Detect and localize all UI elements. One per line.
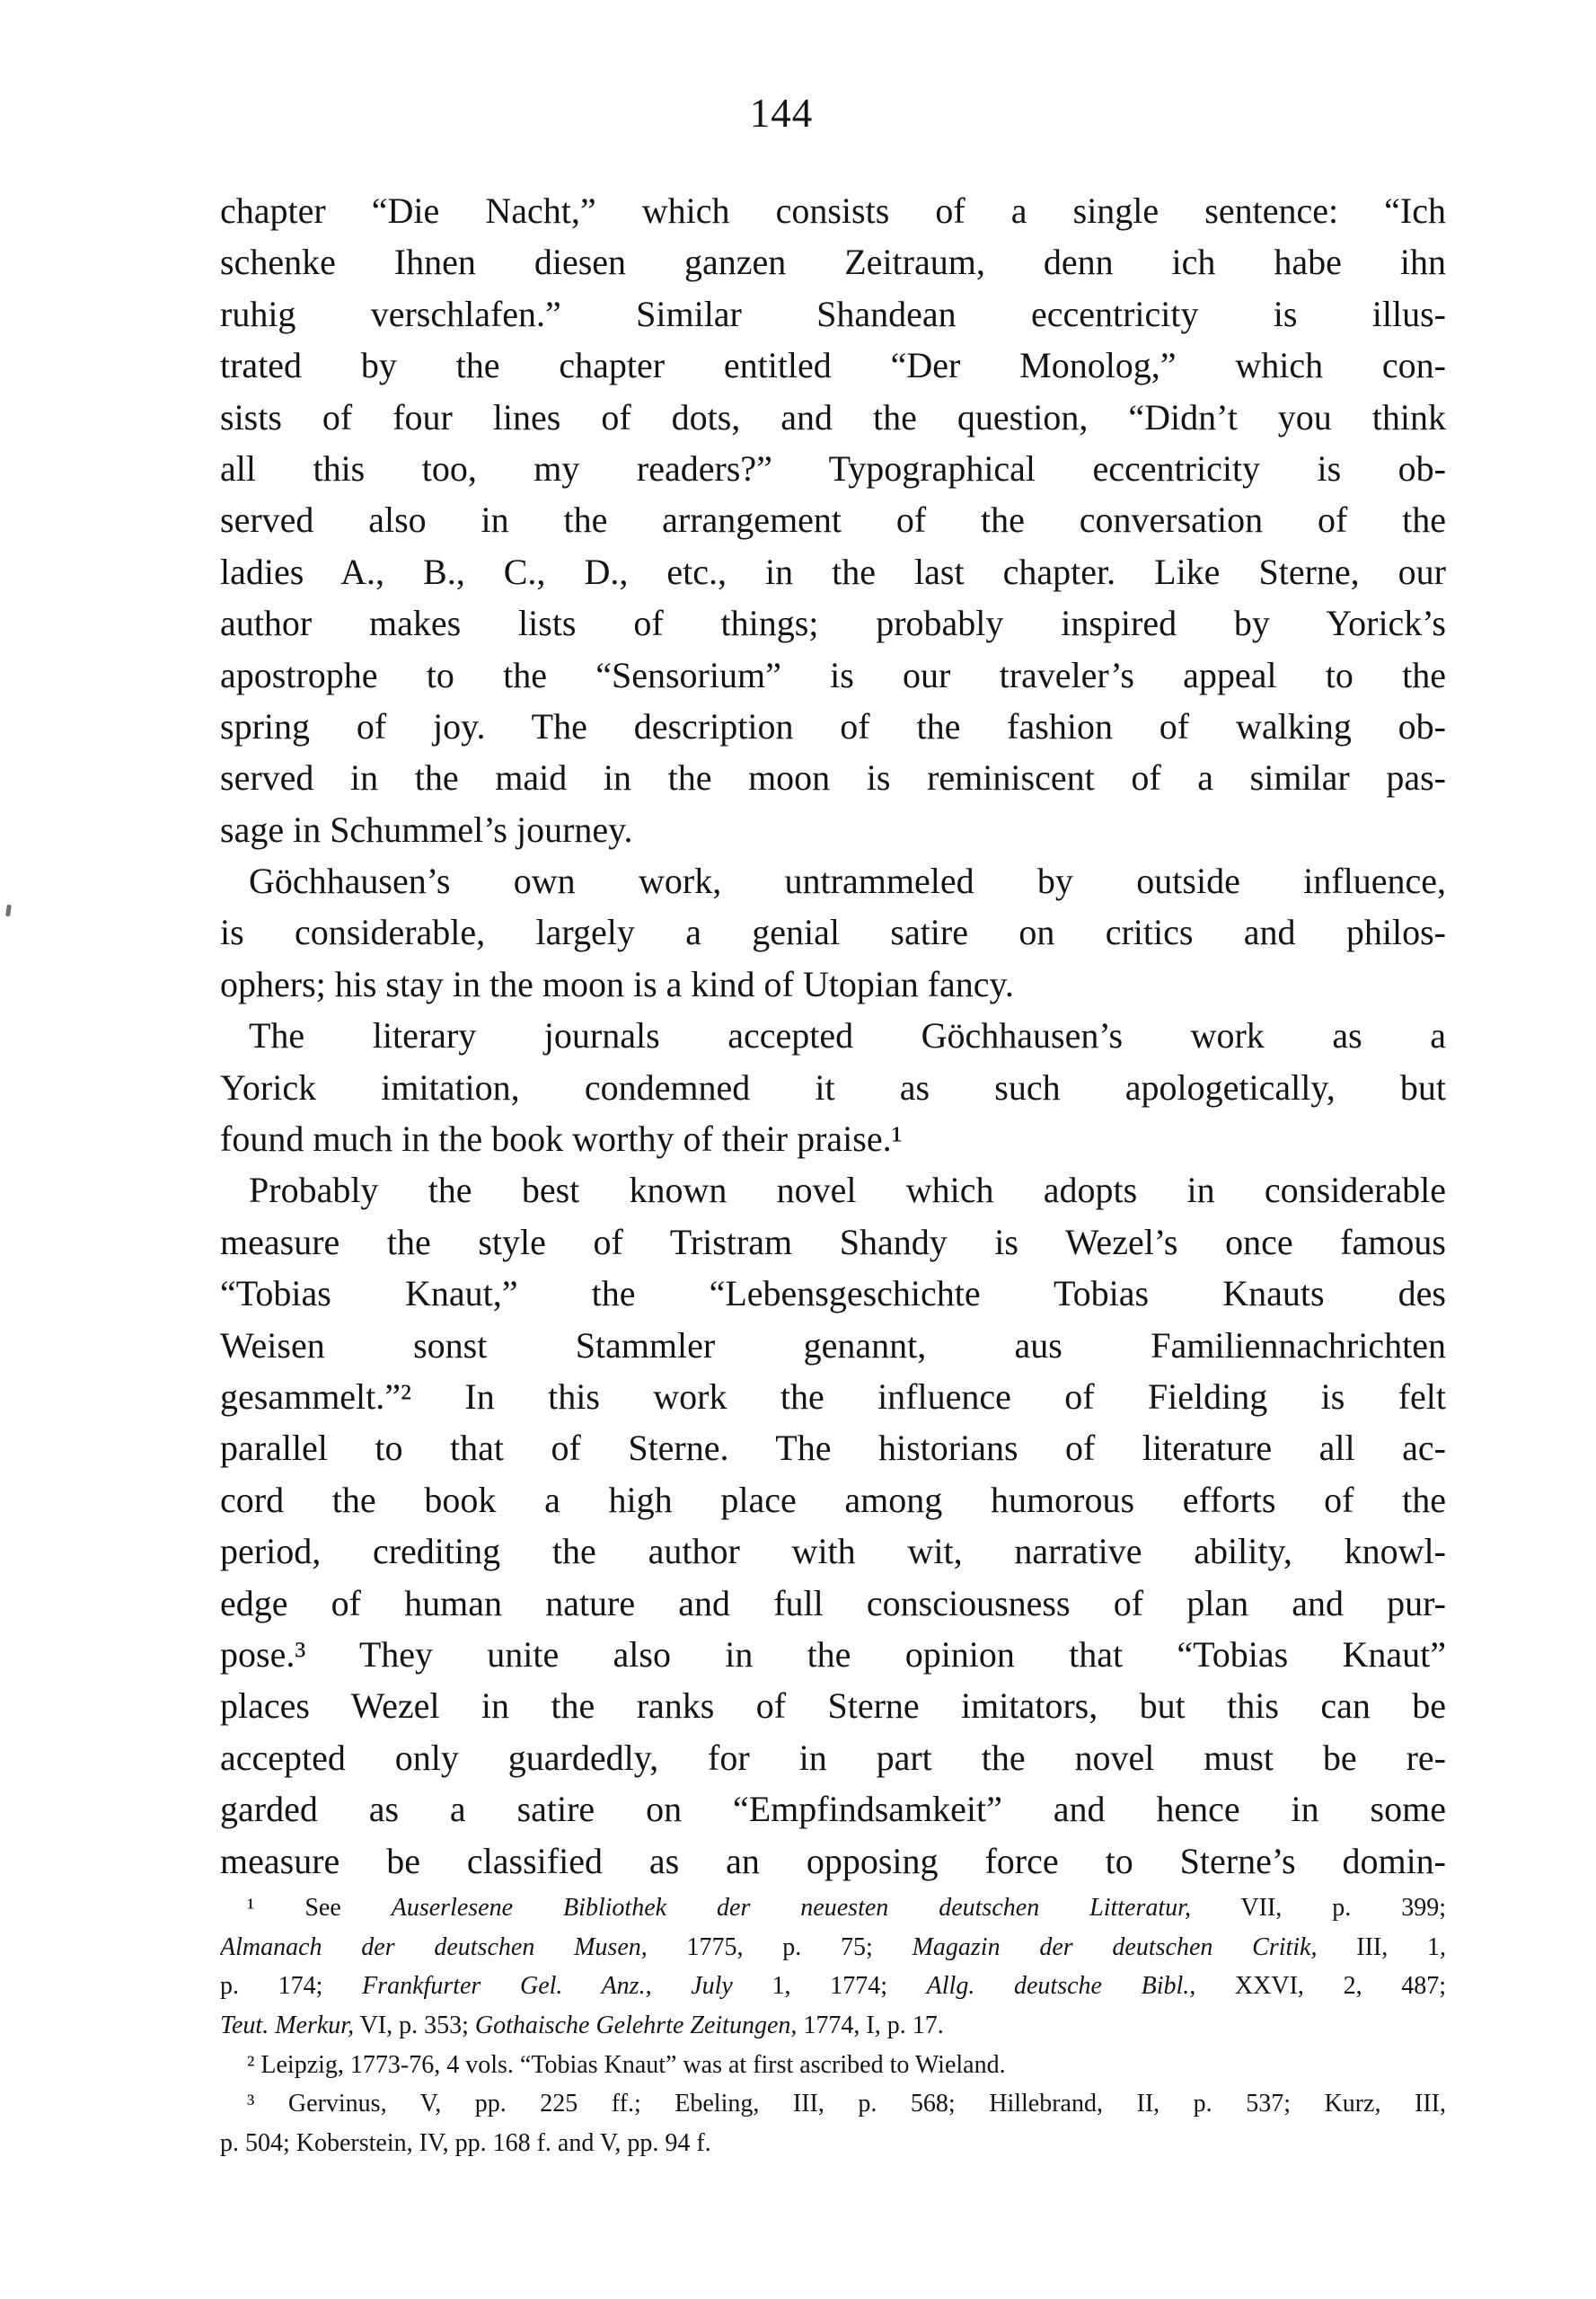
- text-line: Probably the best known novel which adopts in considerable: [249, 1170, 1446, 1211]
- text-line: cord the book a high place among humorous efforts of the: [220, 1479, 1446, 1520]
- text-line: ruhig verschlafen.” Similar Shandean eccentricity is illus-: [220, 293, 1446, 334]
- footnote-line: [220, 1967, 1446, 2006]
- footnote-text-segment: III, 1,: [1317, 1932, 1446, 1961]
- text-line: Göchhausen’s own work, untrammeled by outside influence,: [249, 861, 1446, 902]
- footnote-text-segment: VI, p. 353;: [354, 2011, 475, 2039]
- text-line: measure be classified as an opposing force to Sterne’s domin-: [220, 1840, 1446, 1881]
- body-text: [220, 185, 1446, 1887]
- footnote-text-segment: 1774, I, p. 17.: [797, 2011, 944, 2039]
- text-line: period, crediting the author with wit, narrative ability, knowl-: [220, 1531, 1446, 1572]
- text-line: all this too, my readers?” Typographical eccentricity is ob-: [220, 447, 1446, 489]
- text-line: The literary journals accepted Göchhausen’s work as a: [249, 1015, 1446, 1057]
- footnote-line: [220, 2006, 1446, 2046]
- text-line: spring of joy. The description of the fashion of walking ob-: [220, 705, 1446, 747]
- text-line: served in the maid in the moon is reminiscent of a similar pas-: [220, 757, 1446, 799]
- text-line: parallel to that of Sterne. The historians of literature all ac-: [220, 1428, 1446, 1469]
- footnote-text-segment: p. 174;: [220, 1972, 363, 2001]
- footnote-title-segment: Gothaische Gelehrte Zeitungen,: [474, 2011, 798, 2039]
- text-line: found much in the book worthy of their praise.¹: [220, 1119, 903, 1160]
- text-line: ophers; his stay in the moon is a kind of Utopian fancy.: [220, 963, 1014, 1004]
- footnote-title-segment: Auserlesene Bibliothek der neuesten deutschen Litteratur,: [391, 1894, 1191, 1922]
- footnote-title-segment: Teut. Merkur,: [220, 2011, 355, 2039]
- footnote-title-segment: Magazin der deutschen Critik,: [912, 1932, 1318, 1961]
- footnote-text-segment: ¹ See: [247, 1894, 392, 1922]
- text-line: edge of human nature and full consciousness of plan and pur-: [220, 1582, 1446, 1623]
- text-line: trated by the chapter entitled “Der Monolog,” which con-: [220, 345, 1446, 386]
- footnote-title-segment: Frankfurter Gel. Anz., July: [362, 1972, 733, 2001]
- text-line: gesammelt.”² In this work the influence of Fielding is felt: [220, 1375, 1446, 1417]
- text-line: sists of four lines of dots, and the question, “Didn’t you think: [220, 396, 1446, 438]
- text-line: schenke Ihnen diesen ganzen Zeitraum, denn ich habe ihn: [220, 242, 1446, 283]
- text-line: pose.³ They unite also in the opinion that “Tobias Knaut”: [220, 1633, 1446, 1675]
- text-line: apostrophe to the “Sensorium” is our traveler’s appeal to the: [220, 654, 1446, 695]
- footnote-title-segment: Almanach der deutschen Musen,: [220, 1932, 648, 1961]
- text-line: accepted only guardedly, for in part the novel must be re-: [220, 1737, 1446, 1778]
- text-line: is considerable, largely a genial satire on critics and philos-: [220, 912, 1446, 953]
- text-line: sage in Schummel’s journey.: [220, 809, 633, 850]
- footnote-text-segment: 1, 1774;: [732, 1972, 927, 2001]
- footnote-line: [220, 1928, 1446, 1967]
- footnote-text-segment: ³ Gervinus, V, pp. 225 ff.; Ebeling, III, p. 568; Hillebrand, II, p. 537; Kurz, III,: [247, 2090, 1446, 2118]
- text-line: served also in the arrangement of the conversation of the: [220, 500, 1446, 541]
- text-line: Weisen sonst Stammler genannt, aus Familiennachrichten: [220, 1324, 1446, 1366]
- text-line: ladies A., B., C., D., etc., in the last chapter. Like Sterne, our: [220, 551, 1446, 592]
- text-line: measure the style of Tristram Shandy is Wezel’s once famous: [220, 1221, 1446, 1262]
- scan-speck: [5, 905, 12, 917]
- text-line: garded as a satire on “Empfindsamkeit” and hence in some: [220, 1789, 1446, 1830]
- text-line: author makes lists of things; probably inspired by Yorick’s: [220, 603, 1446, 644]
- text-line: Yorick imitation, condemned it as such apologetically, but: [220, 1066, 1446, 1108]
- text-line: “Tobias Knaut,” the “Lebensgeschichte Tobias Knauts des: [220, 1273, 1446, 1314]
- footnote-line: [220, 2084, 1446, 2124]
- text-line: chapter “Die Nacht,” which consists of a single sentence: “Ich: [220, 190, 1446, 231]
- footnote-text-segment: 1775, p. 75;: [647, 1932, 913, 1961]
- footnote-line: [220, 2046, 1446, 2085]
- footnote-line: [220, 1888, 1446, 1928]
- footnote-text-segment: XXVI, 2, 487;: [1195, 1972, 1446, 2001]
- footnote-line: [220, 2124, 1446, 2163]
- footnote-text-segment: ² Leipzig, 1773-76, 4 vols. “Tobias Knaut” was at first ascribed to Wieland.: [247, 2050, 1006, 2079]
- footnote-text-segment: p. 504; Koberstein, IV, pp. 168 f. and V, pp. 94 f.: [220, 2128, 711, 2157]
- footnote-title-segment: Allg. deutsche Bibl.,: [926, 1972, 1196, 2001]
- page-number: 144: [749, 91, 814, 136]
- footnotes: [220, 1888, 1446, 2162]
- text-line: places Wezel in the ranks of Sterne imitators, but this can be: [220, 1685, 1446, 1727]
- footnote-text-segment: VII, p. 399;: [1190, 1894, 1446, 1922]
